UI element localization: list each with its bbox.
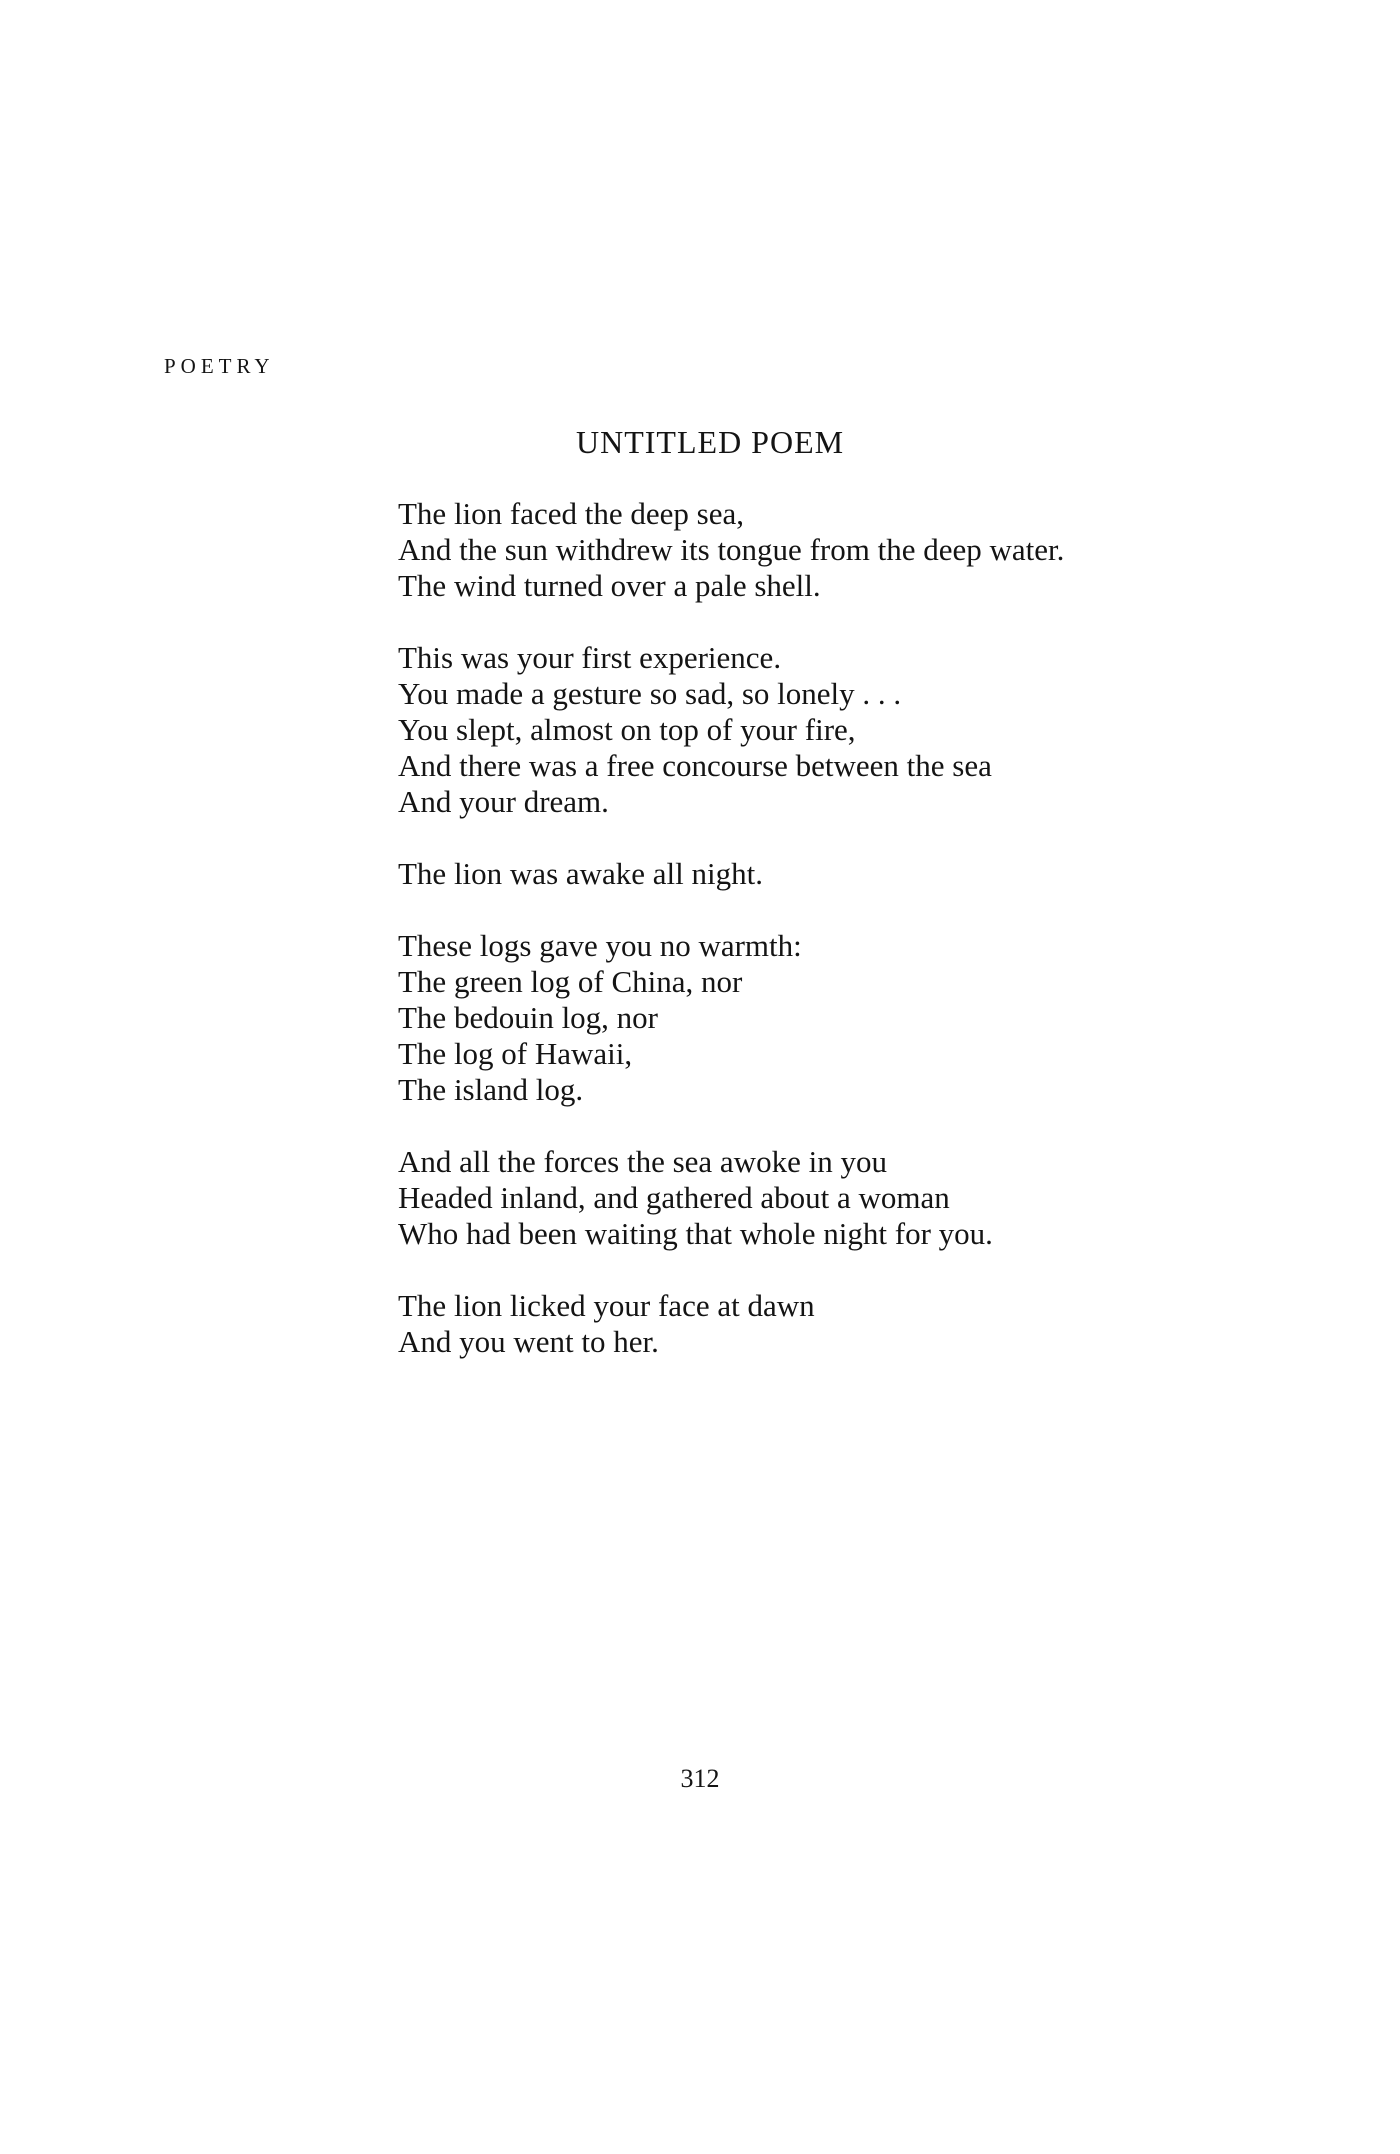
stanza-1 <box>398 496 1298 604</box>
poem-line: And there was a free concourse between the sea <box>398 748 992 783</box>
poem-line: The wind turned over a pale shell. <box>398 568 821 603</box>
poem-line: And you went to her. <box>398 1324 659 1359</box>
poem-line: The log of Hawaii, <box>398 1036 633 1071</box>
poem-line: The island log. <box>398 1072 584 1107</box>
poem-line: Headed inland, and gathered about a woman <box>398 1180 950 1215</box>
poem-line: You made a gesture so sad, so lonely . . . <box>398 676 902 711</box>
poem-body <box>398 496 1298 1360</box>
poem-line: These logs gave you no warmth: <box>398 928 802 963</box>
poem-line: The green log of China, nor <box>398 964 743 999</box>
poem-line: And your dream. <box>398 784 609 819</box>
poem-line: And all the forces the sea awoke in you <box>398 1144 887 1179</box>
poem-title: UNTITLED POEM <box>576 424 845 460</box>
poem-line: The bedouin log, nor <box>398 1000 659 1035</box>
running-head: POETRY <box>164 354 275 378</box>
stanza-2 <box>398 640 1298 820</box>
poem-line: The lion was awake all night. <box>398 856 764 891</box>
poem-line: You slept, almost on top of your fire, <box>398 712 856 747</box>
stanza-6 <box>398 1288 1298 1360</box>
stanza-3 <box>398 856 1298 892</box>
poem-line: The lion licked your face at dawn <box>398 1288 815 1323</box>
poem-line: The lion faced the deep sea, <box>398 496 744 531</box>
stanza-4 <box>398 928 1298 1108</box>
page-number: 312 <box>680 1764 720 1793</box>
poem-line: This was your first experience. <box>398 640 782 675</box>
stanza-5 <box>398 1144 1298 1252</box>
poem-line: Who had been waiting that whole night for you. <box>398 1216 993 1251</box>
poem-line: And the sun withdrew its tongue from the deep water. <box>398 532 1065 567</box>
